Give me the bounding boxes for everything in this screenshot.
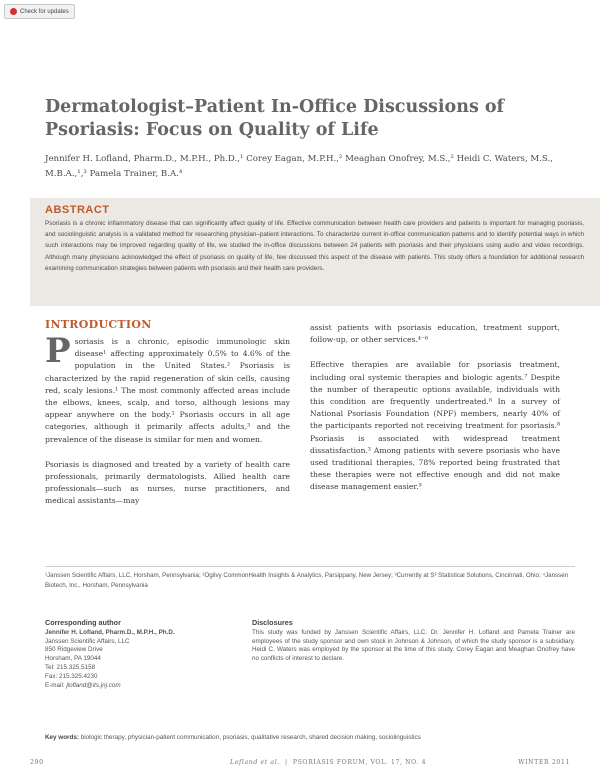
corresponding-name: Jennifer H. Lofland, Pharm.D., M.P.H., Ph.D. [45,628,175,636]
page-number: 290 [30,759,44,766]
left-column [45,318,290,521]
keywords [45,734,585,741]
right-column [310,322,560,507]
abstract-text: Psoriasis is a chronic inflammatory disease that can significantly affect quality of life. Effective communication between health care providers and patients is important for managing psoriasis, and sociolinguistic analysis is a validated method for researching physician–patient interactions. To characterize current in-office communication patterns and to identify potential ways in which such interactions may be improved regarding quality of life, we studied the in-office discussions between 24 patients with psoriasis and their physicians using audio and video recordings. Although many physicians acknowledged the effect of psoriasis on quality of life, few discussed this aspect of the disease with patients. This study offers a foundation for additional research examining communication strategies between patients with psoriasis and their health care providers. [45,220,584,272]
email-link[interactable]: jlofland@its.jnj.com [66,681,121,689]
disclosures-heading: Disclosures [252,618,293,627]
affiliations: ¹Janssen Scientific Affairs, LLC, Horsham, Pennsylvania; ²Ogilvy CommonHealth Insights & Analytics, Parsippany, New Jersey; ³Currently at S³ Statistical Solutions, Cincinnati, Ohio; ⁴Janssen Biotech, Inc., Horsham, Pennsylvania [45,572,569,589]
introduction-heading: INTRODUCTION [45,318,152,331]
keywords-text: biologic therapy, physician-patient communication, psoriasis, qualitative research, shared decision making, sociolinguistics [80,734,421,741]
drop-cap: P [45,331,71,371]
author-list: Jennifer H. Lofland, Pharm.D., M.P.H., Ph.D.,¹ Corey Eagan, M.P.H.,² Meaghan Onofrey, M.S.,² Heidi C. Waters, M.S., M.B.A.,¹,³ Pamela Trainer, B.A.⁴ [45,154,553,179]
intro-paragraph-1-text: soriasis is a chronic, episodic immunologic skin disease¹ affecting approximately 0.5% to 4.6% of the population in the United States.² Psoriasis is characterized by the rapid regeneration of skin cells, causing red, scaly lesions.¹ The most commonly affected areas include the elbows, knees, scalp, and torso, although lesions may appear anywhere on the body.¹ Psoriasis occurs in all age categories, although it primarily affects adults,³ and the prevalence of the disease is similar for men and women. [45,337,290,444]
footer-date: WINTER 2011 [518,759,570,766]
intro-paragraph-4: Effective therapies are available for psoriasis treatment, including oral systemic therapies and biologic agents.⁷ Despite the number of therapeutic options available, individuals with this condition are frequently undertreated.⁸ In a survey of National Psoriasis Foundation (NPF) members, nearly 40% of the participants reported not receiving treatment for psoriasis.⁸ Psoriasis is associated with widespread treatment dissatisfaction.³ Among patients with severe psoriasis who have used traditional therapies, 78% reported being frustrated that these therapies were not effective enough and did not make disease management easier.⁹ [310,360,560,492]
intro-paragraph-2: Psoriasis is diagnosed and treated by a variety of health care professionals, primarily dermatologists. Allied health care professionals—such as nurses, nurse practitioners, and medical assistants—may [45,459,290,506]
intro-paragraph-3: assist patients with psoriasis education, treatment support, follow-up, or other services.⁴⁻⁶ [310,323,560,345]
footer-journal: PSORIASIS FORUM, VOL. 17, NO. 4 [292,759,427,766]
corresponding-city: Horsham, PA 19044 [45,655,101,663]
update-icon [10,8,17,15]
disclosures [252,619,575,664]
abstract-box [30,198,600,306]
keywords-label: Key words: [45,734,79,741]
check-for-updates-badge[interactable] [4,4,75,19]
page-footer [30,759,570,771]
badge-label: Check for updates [20,8,69,15]
corresponding-author [45,619,260,690]
abstract-heading: ABSTRACT [45,204,110,216]
disclosures-text: This study was funded by Janssen Scientific Affairs, LLC. Dr. Jennifer H. Lofland and Pamela Trainer are employees of the study sponsor and own stock in Johnson & Johnson, of which the study sponsor is a subsidiary. Heidi C. Waters was employed by the sponsor at the time of this study. Corey Eagan and Meaghan Onofrey have no conflicts of interest to declare. [252,628,575,663]
corresponding-email-line [45,682,260,691]
email-label: E-mail: [45,681,65,689]
corresponding-org: Janssen Scientific Affairs, LLC [45,637,130,645]
corresponding-tel: Tel: 215.325.5158 [45,663,96,671]
running-footer: Lofland et al. | PSORIASIS FORUM, VOL. 17, NO. 4 [230,759,427,766]
corresponding-heading: Corresponding author [45,618,121,627]
footer-authors: Lofland et al. [230,759,280,766]
corresponding-fax: Fax: 215.325.4230 [45,672,98,680]
intro-paragraph-1 [45,331,290,446]
article-title: Dermatologist–Patient In-Office Discussions of Psoriasis: Focus on Quality of Life [45,97,505,140]
corresponding-street: 850 Ridgeview Drive [45,646,103,654]
footnote-divider [45,566,575,567]
